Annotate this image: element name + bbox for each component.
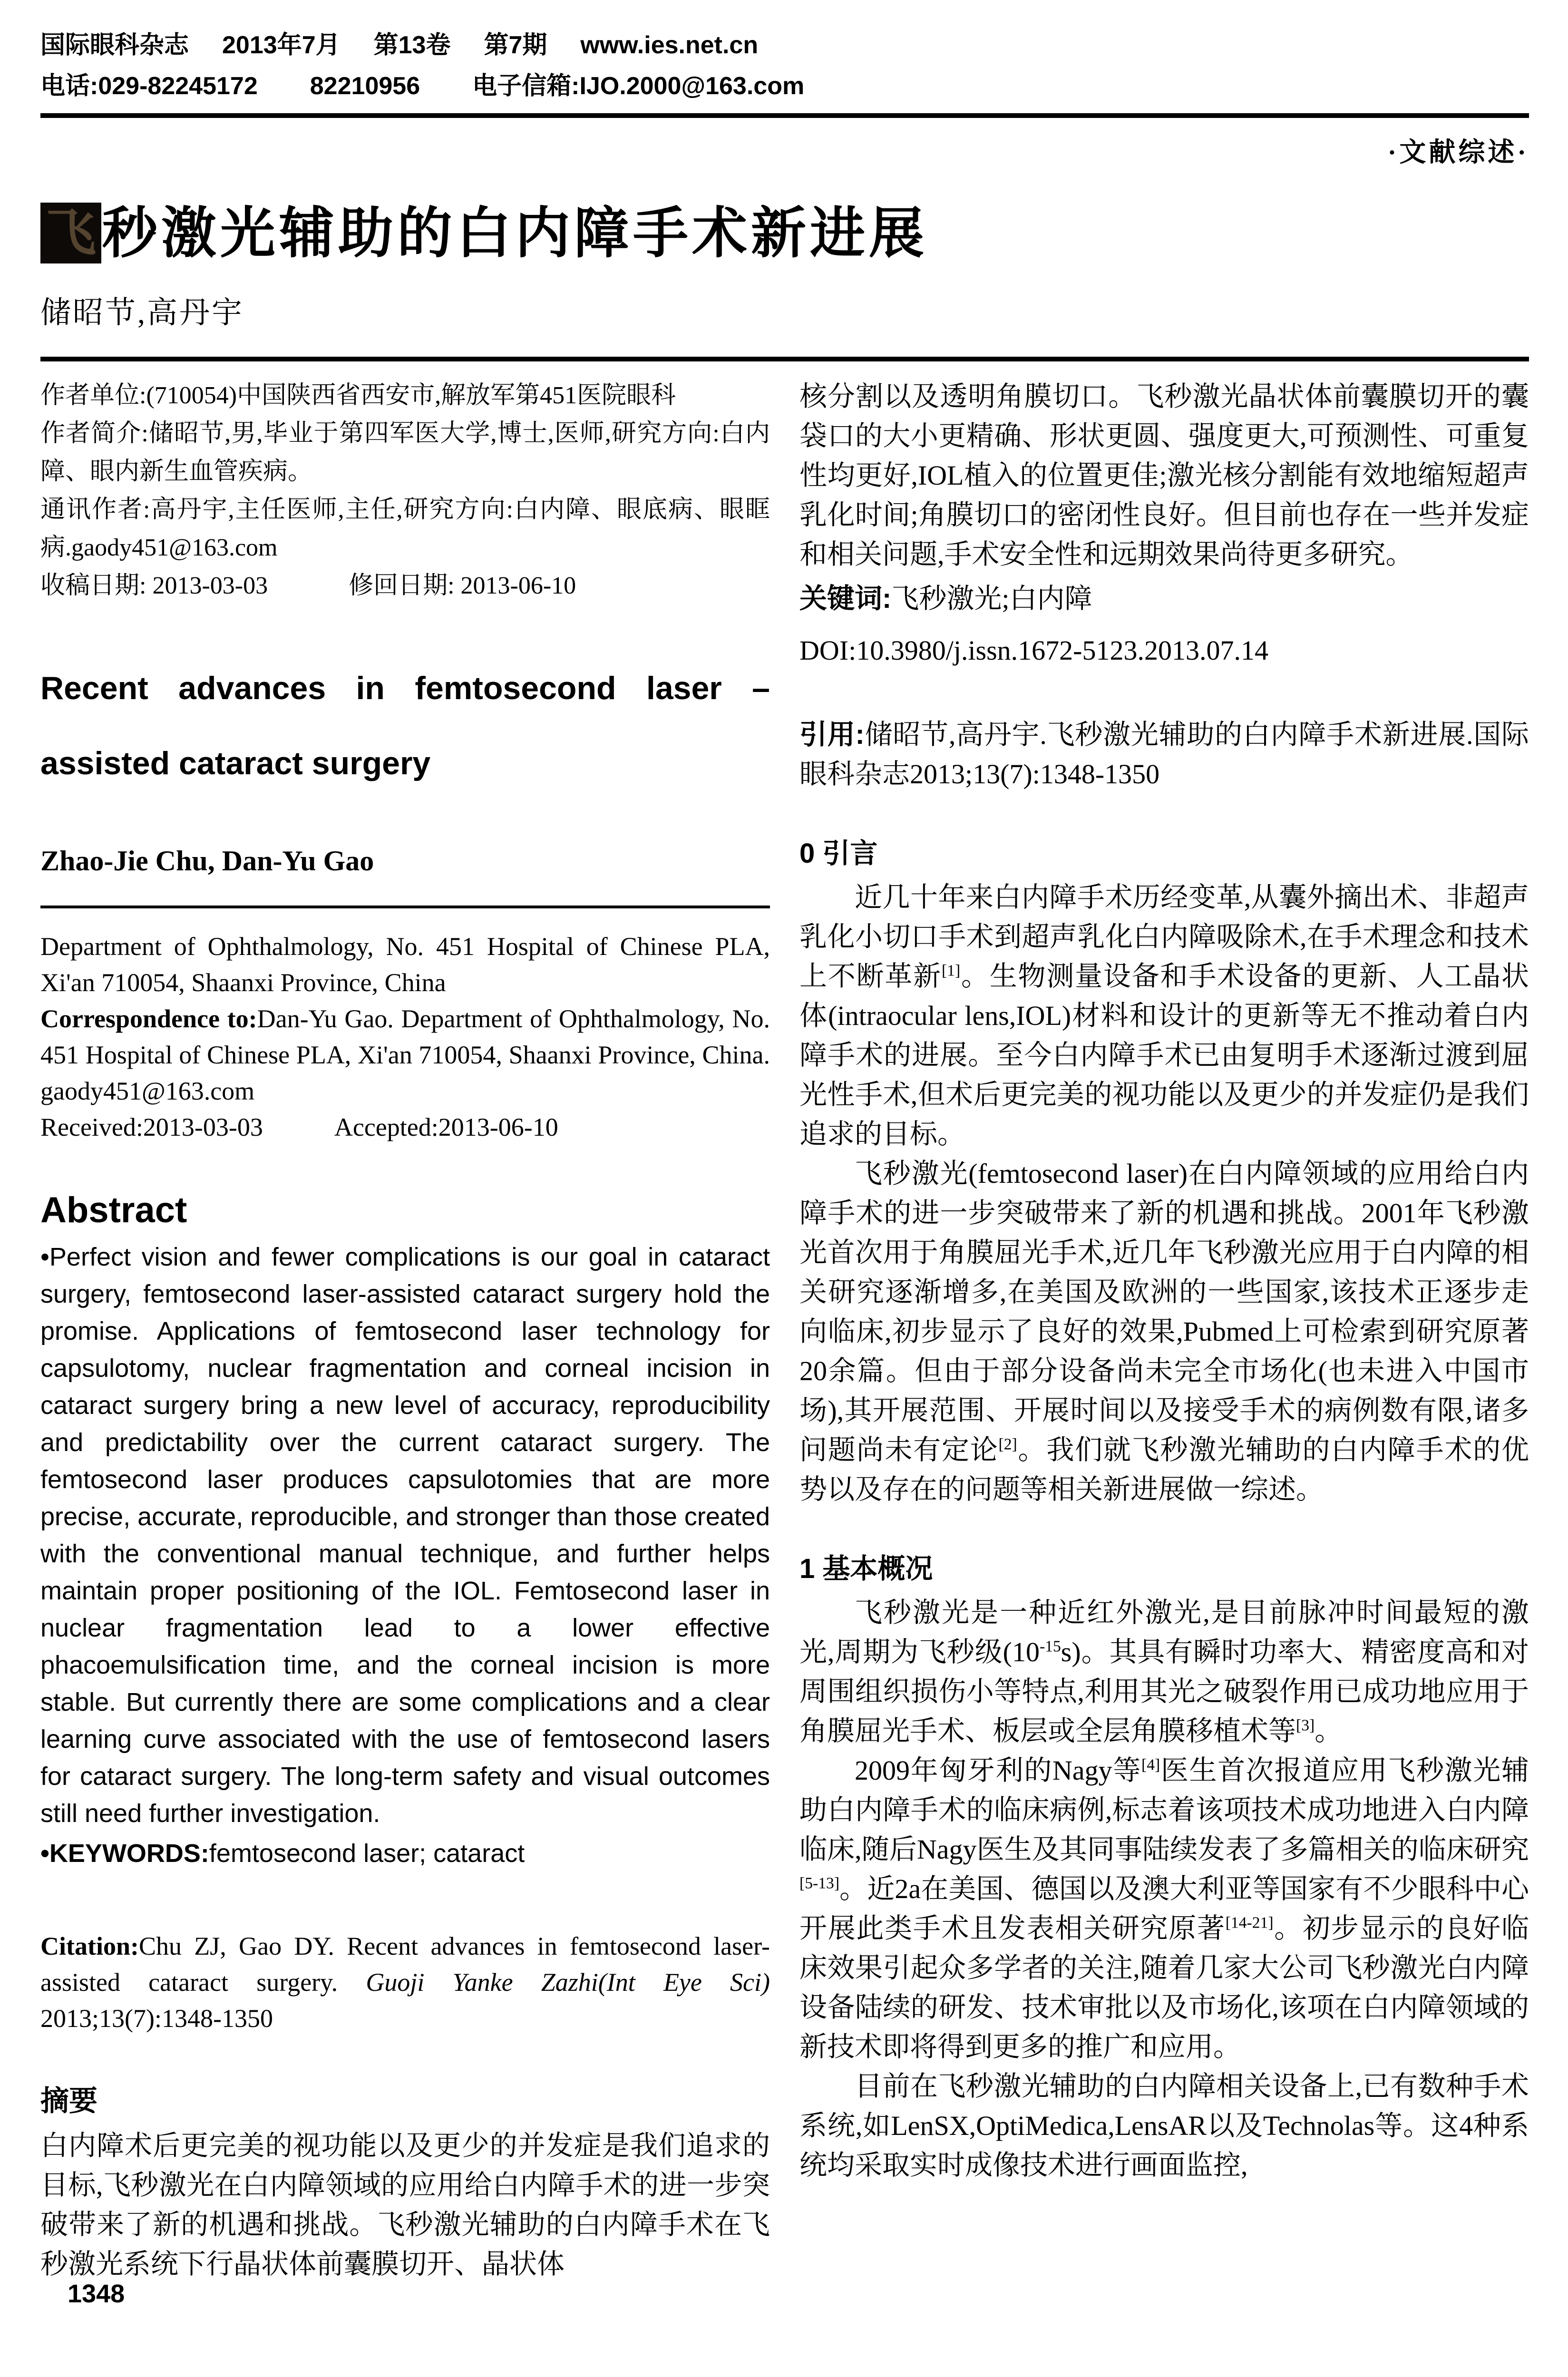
citation-suffix: 2013;13(7):1348-1350 [40, 2004, 273, 2033]
journal-website: www.ies.net.cn [580, 31, 759, 59]
section-paragraph: 近几十年来白内障手术历经变革,从囊外摘出术、非超声乳化小切口手术到超声乳化白内障吸除术,在手术理念和技术上不断革新[1]。生物测量设备和手术设备的更新、人工晶状体(intraocular lens,IOL)材料和设计的更新等无不推动着白内障手术的进展。至今白内障手术已由复明手术逐渐过渡到屈光性手术,但术后更完美的视功能以及更少的并发症仍是我们追求的目标。 [799, 882, 1529, 1150]
received-date-cn: 收稿日期: 2013-03-03 [40, 572, 268, 599]
received-date-en: Received:2013-03-03 [40, 1113, 263, 1141]
section-paragraph: 2009年匈牙利的Nagy等[4]医生首次报道应用飞秒激光辅助白内障手术的临床病例,标志着该项技术成功地进入白内障临床,随后Nagy医生及其同事陆续发表了多篇相关的临床研究[5-13]。近2a在美国、德国以及澳大利亚等国家有不少眼科中心开展此类手术且发表相关研究原著[14-21]。初步显示的良好临床效果引起众多学者的关注,随着几家大公司飞秒激光白内障设备陆续的研发、技术审批以及市场化,该项在白内障领域的新技术即将得到更多的推广和应用。 [799, 1755, 1529, 2062]
keywords-line [40, 1835, 770, 1872]
issue-volume: 第13卷 [373, 31, 451, 59]
section-paragraph: 飞秒激光是一种近红外激光,是目前脉冲时间最短的激光,周期为飞秒级$(10^{-15}s)$。其具有瞬时功率大、精密度高和对周围组织损伤小等特点,利用其光之破裂作用已成功地应用于角膜屈光手术、板层或全层角膜移植术等[3]。 [799, 1597, 1529, 1746]
citation-en [40, 1928, 770, 2036]
author-bio-cn: 作者简介:储昭节,男,毕业于第四军医大学,博士,医师,研究方向:白内障、眼内新生血管疾病。 [40, 420, 770, 485]
dates-en [40, 1109, 770, 1145]
keywords-cn-line [799, 579, 1529, 618]
article-category-badge: ·文献综述· [1387, 138, 1529, 167]
dates-cn [40, 567, 770, 605]
citation-cn-label: 引用: [799, 719, 865, 750]
affiliation-en: Department of Ophthalmology, No. 451 Hospital of Chinese PLA, Xi'an 710054, Shaanxi Province, China [40, 932, 770, 997]
article-title-en-line1: Recent advances in femtosecond laser – [40, 670, 770, 706]
abstract-cn-heading: 摘要 [40, 2085, 97, 2117]
right-column [799, 377, 1529, 2284]
section-heading-introduction: 0 引言 [799, 838, 878, 869]
authors-cn: 储昭节,高丹宇 [40, 296, 244, 330]
journal-email: 电子信箱:IJO.2000@163.com [472, 72, 805, 100]
keywords-value: femtosecond laser; cataract [209, 1839, 525, 1868]
accepted-date-en: Accepted:2013-06-10 [334, 1113, 558, 1141]
section-paragraph: 飞秒激光(femtosecond laser)在白内障领域的应用给白内障手术的进一步突破带来了新的机遇和挑战。2001年飞秒激光首次用于角膜屈光手术,近几年飞秒激光应用于白内障的相关研究逐渐增多,在美国及欧洲的一些国家,该技术正逐步走向临床,初步显示了良好的效果,Pubmed上可检索到研究原著20余篇。但由于部分设备尚未完全市场化(也未进入中国市场),其开展范围、开展时间以及接受手术的病例数有限,诸多问题尚未有定论[2]。我们就飞秒激光辅助的白内障手术的优势以及存在的问题等相关新进展做一综述。 [799, 1158, 1529, 1505]
journal-header [40, 25, 1529, 118]
continuation-paragraph: 核分割以及透明角膜切口。飞秒激光晶状体前囊膜切开的囊袋口的大小更精确、形状更圆、强度更大,可预测性、可重复性均更好,IOL植入的位置更佳;激光核分割能有效地缩短超声乳化时间;角膜切口的密闭性良好。但目前也存在一些并发症和相关问题,手术安全性和远期效果尚待更多研究。 [799, 381, 1529, 570]
citation-cn-text: 储昭节,高丹宇.飞秒激光辅助的白内障手术新进展.国际眼科杂志2013;13(7):1348-1350 [799, 719, 1529, 789]
revised-date-cn: 修回日期: 2013-06-10 [349, 572, 576, 599]
correspondence-en [40, 1001, 770, 1109]
article-title-row [40, 203, 1529, 263]
abstract-cn-body: 白内障术后更完美的视功能以及更少的并发症是我们追求的目标,飞秒激光在白内障领域的应用给白内障手术的进一步突破带来了新的机遇和挑战。飞秒激光辅助的白内障手术在飞秒激光系统下行晶状体前囊膜切开、晶状体 [40, 2130, 770, 2280]
correspondence-text: Dan-Yu Gao. Department of Ophthalmology, No. 451 Hospital of Chinese PLA, Xi'an 710054, Shaanxi Province, China. gaody451@163.com [40, 1004, 770, 1105]
header-line-1 [40, 25, 1529, 66]
keywords-cn-label: 关键词: [799, 583, 892, 614]
authors-en: Zhao-Jie Chu, Dan-Yu Gao [40, 845, 374, 877]
author-affiliation-cn: 作者单位:(710054)中国陕西省西安市,解放军第451医院眼科 [40, 382, 676, 409]
header-line-2 [40, 66, 1529, 107]
title-dropcap: 飞 [40, 203, 101, 263]
citation-journal-italic: Guoji Yanke Zazhi(Int Eye Sci) [366, 1968, 770, 1997]
keywords-cn-value: 飞秒激光;白内障 [891, 583, 1092, 614]
doi-line: DOI:10.3980/j.issn.1672-5123.2013.07.14 [799, 635, 1268, 666]
article-title-cn: 秒激光辅助的白内障手术新进展 [102, 202, 928, 264]
byline-divider [40, 906, 770, 908]
title-divider [40, 357, 1529, 361]
abstract-heading: Abstract [40, 1190, 187, 1230]
citation-label: Citation: [40, 1932, 139, 1960]
issue-date: 2013年7月 [222, 31, 341, 59]
keywords-label: •KEYWORDS: [40, 1839, 209, 1868]
corresponding-author-cn: 通讯作者:高丹宇,主任医师,主任,研究方向:白内障、眼底病、眼眶病.gaody451@163.com [40, 496, 770, 561]
section-heading-overview: 1 基本概况 [799, 1553, 933, 1584]
citation-cn [799, 715, 1529, 794]
citation-prefix: Chu ZJ, Gao DY. Recent advances in femtosecond laser-assisted cataract surgery. [40, 1932, 770, 1997]
journal-title: 国际眼科杂志 [40, 31, 189, 59]
abstract-body: •Perfect vision and fewer complications is our goal in cataract surgery, femtosecond laser-assisted cataract surgery hold the promise. Applications of femtosecond laser technology for capsulotomy, nuclear fragmentation and corneal incision in cataract surgery bring a new level of accuracy, reproducibility and predictability over the current cataract surgery. The femtosecond laser produces capsulotomies that are more precise, accurate, reproducible, and stronger than those created with the conventional manual technique, and further helps maintain proper positioning of the IOL. Femtosecond laser in nuclear fragmentation lead to a lower effective phacoemulsification time, and the corneal incision is more stable. But currently there are some complications and a clear learning curve associated with the use of femtosecond lasers for cataract surgery. The long-term safety and visual outcomes still need further investigation. [40, 1243, 770, 1828]
correspondence-label: Correspondence to: [40, 1004, 257, 1033]
left-column [40, 377, 770, 2284]
section-paragraph: 目前在飞秒激光辅助的白内障相关设备上,已有数种手术系统,如LenSX,OptiMedica,LensAR以及Technolas等。这4种系统均采取实时成像技术进行画面监控, [799, 2071, 1529, 2181]
header-divider [40, 113, 1529, 118]
journal-phone: 电话:029-82245172 [40, 72, 258, 100]
issue-number: 第7期 [484, 31, 547, 59]
page-number: 1348 [68, 2280, 125, 2308]
two-column-body [40, 377, 1529, 2284]
article-title-en-line2: assisted cataract surgery [40, 745, 431, 781]
journal-phone-2: 82210956 [310, 72, 420, 100]
